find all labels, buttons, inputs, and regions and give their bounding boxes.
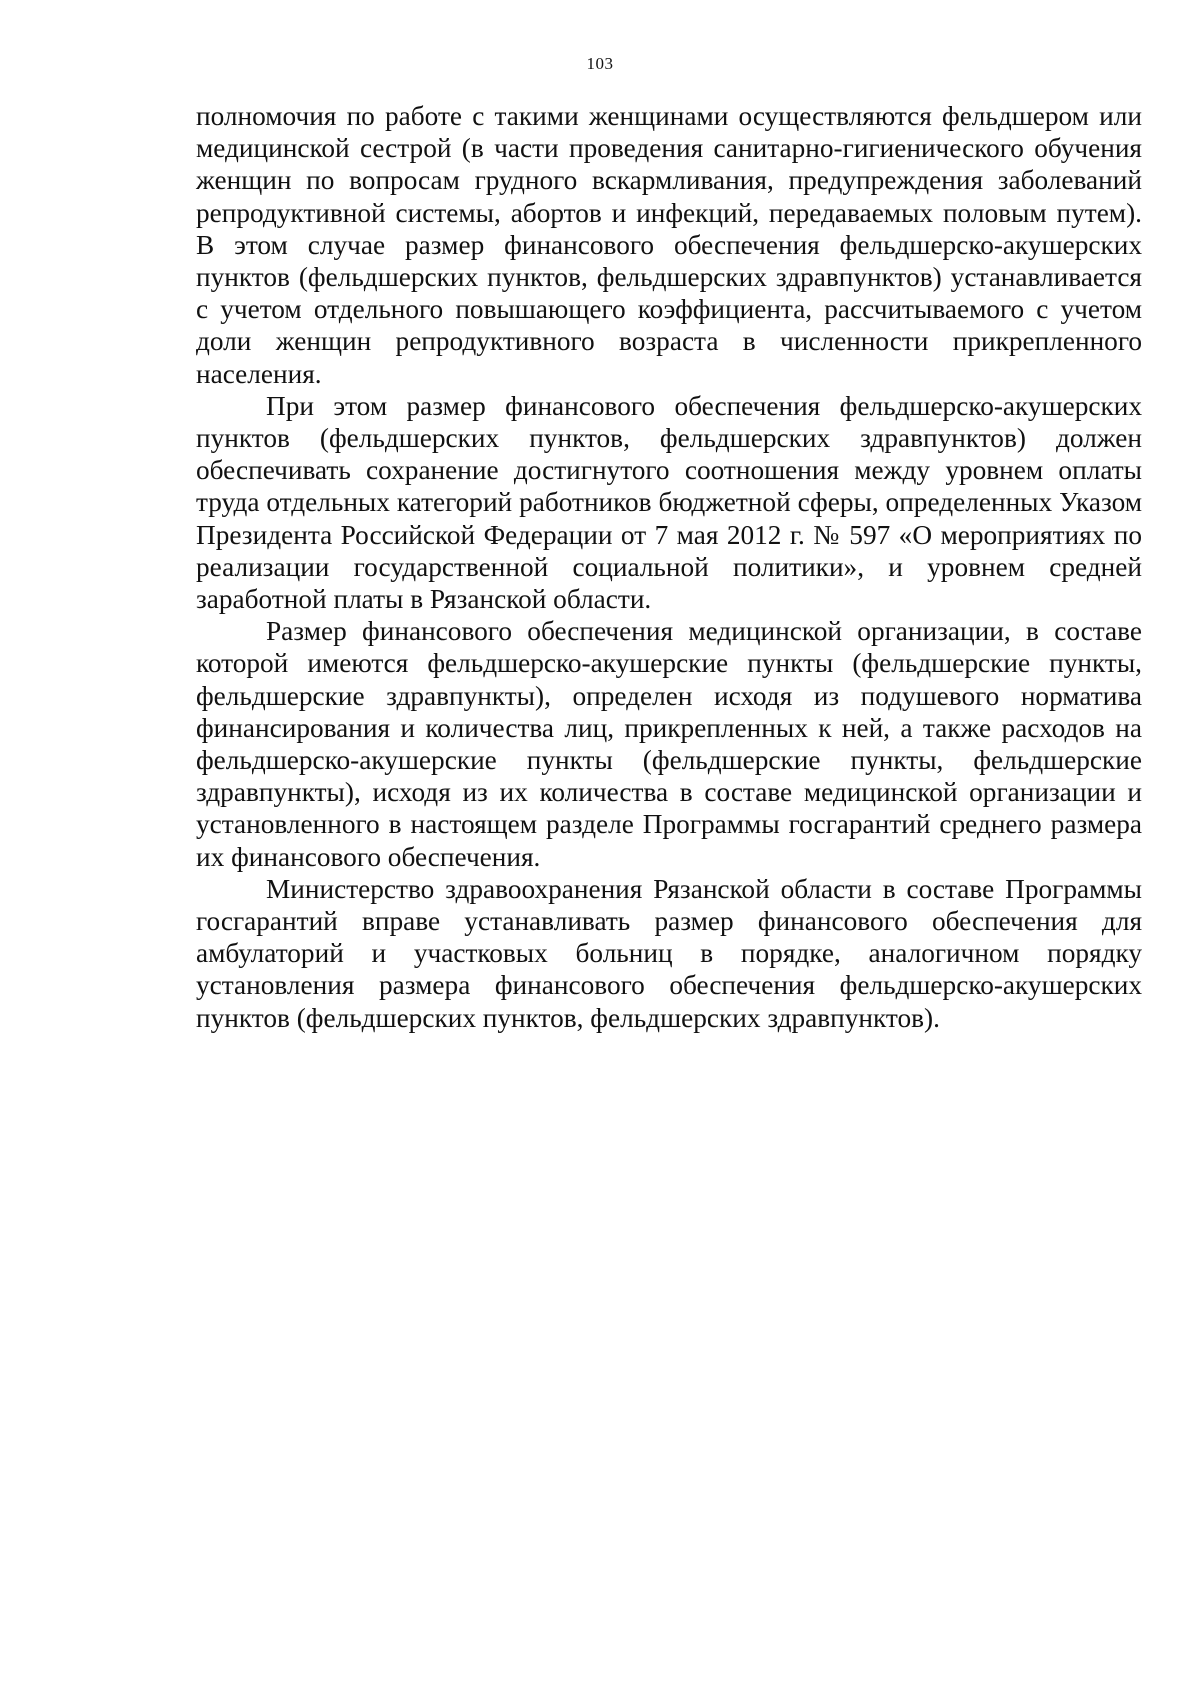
paragraph-continuation: полномочия по работе с такими женщинами осуществляются фельдшером или медицинской сестрой (в части проведения санитарно-гигиенического обучения женщин по вопросам грудного вскармливания, предупреждения заболеваний репродуктивной системы, абортов и инфекций, передаваемых половым путем). В этом случае размер финансового обеспечения фельдшерско-акушерских пунктов (фельдшерских пунктов, фельдшерских здравпунктов) устанавливается с учетом отдельного повышающего коэффициента, рассчитываемого с учетом доли женщин репродуктивного возраста в численности прикрепленного населения. [196,101,1142,389]
page-number: 103 [586,54,614,73]
paragraph-salary-ratio: При этом размер финансового обеспечения фельдшерско-акушерских пунктов (фельдшерских пунктов, фельдшерских здравпунктов) должен обеспечивать сохранение достигнутого соотношения между уровнем оплаты труда отдельных категорий работников бюджетной сферы, определенных Указом Президента Российской Федерации от 7 мая 2012 г. № 597 «О мероприятиях по реализации государственной социальной политики», и уровнем средней заработной платы в Рязанской области. [196,390,1142,615]
document-body [196,100,1142,1034]
paragraph-organization-funding: Размер финансового обеспечения медицинской организации, в составе которой имеются фельдшерско-акушерские пункты (фельдшерские пункты, фельдшерские здравпункты), определен исходя из подушевого норматива финансирования и количества лиц, прикрепленных к ней, а также расходов на фельдшерско-акушерские пункты (фельдшерские пункты, фельдшерские здравпункты), исходя из их количества в составе медицинской организации и установленного в настоящем разделе Программы госгарантий среднего размера их финансового обеспечения. [196,616,1142,872]
paragraph-ministry-authority: Министерство здравоохранения Рязанской области в составе Программы госгарантий вправе устанавливать размер финансового обеспечения для амбулаторий и участковых больниц в порядке, аналогичном порядку установления размера финансового обеспечения фельдшерско-акушерских пунктов (фельдшерских пунктов, фельдшерских здравпунктов). [196,873,1142,1033]
